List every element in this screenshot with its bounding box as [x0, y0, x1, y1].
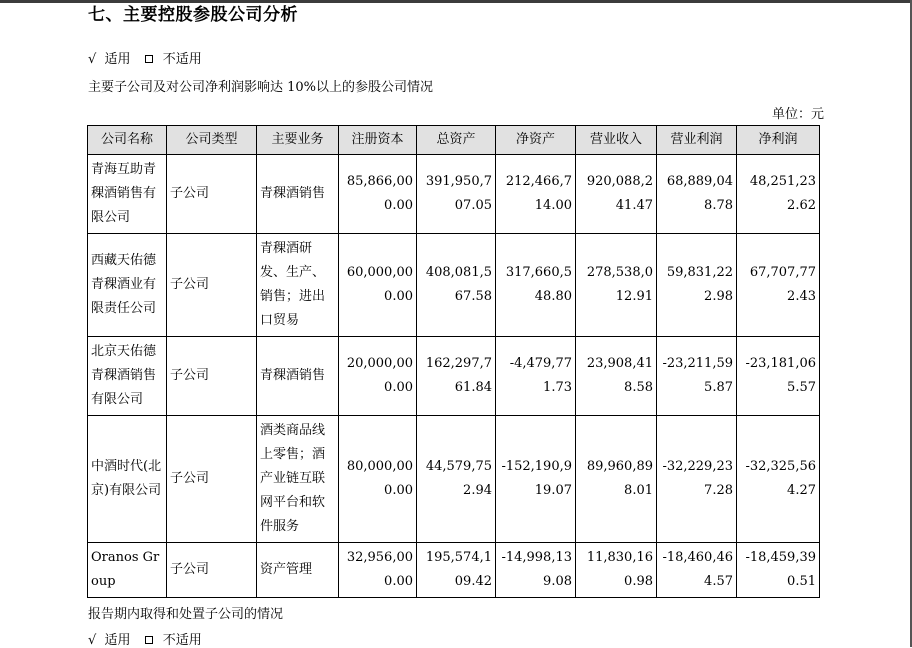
applicable-indicator-2: [88, 629, 202, 648]
check-mark-icon: √: [88, 633, 97, 648]
subsidiary-table: [87, 125, 820, 598]
cell-net-profit: -32,325,564.27: [737, 416, 820, 543]
table-row: [88, 543, 820, 598]
cell-registered-capital: 20,000,000.00: [339, 337, 417, 416]
footer-text: 报告期内取得和处置子公司的情况: [88, 607, 284, 622]
unit-label: 单位：元: [771, 107, 824, 122]
cell-operating-profit: -32,229,237.28: [657, 416, 737, 543]
cell-company-type: 子公司: [167, 416, 257, 543]
cell-registered-capital: 32,956,000.00: [339, 543, 417, 598]
cell-net-profit: -18,459,390.51: [737, 543, 820, 598]
cell-registered-capital: 80,000,000.00: [339, 416, 417, 543]
header-registered-capital: 注册资本: [339, 126, 417, 155]
cell-net-profit: 48,251,232.62: [737, 155, 820, 234]
table-row: [88, 234, 820, 337]
cell-operating-profit: -23,211,595.87: [657, 337, 737, 416]
cell-company-type: 子公司: [167, 155, 257, 234]
applicable-label: 适用: [104, 633, 131, 648]
cell-total-assets: 391,950,707.05: [417, 155, 496, 234]
cell-total-assets: 408,081,567.58: [417, 234, 496, 337]
cell-net-assets: -4,479,771.73: [496, 337, 576, 416]
cell-operating-profit: 68,889,048.78: [657, 155, 737, 234]
cell-net-assets: -152,190,919.07: [496, 416, 576, 543]
cell-net-assets: -14,998,139.08: [496, 543, 576, 598]
table-header-row: [88, 126, 820, 155]
table-subtitle: 主要子公司及对公司净利润影响达 10%以上的参股公司情况: [88, 80, 434, 95]
cell-net-profit: 67,707,772.43: [737, 234, 820, 337]
cell-operating-profit: 59,831,222.98: [657, 234, 737, 337]
cell-company-name: 北京天佑德青稞酒销售有限公司: [88, 337, 167, 416]
table-row: [88, 337, 820, 416]
cell-revenue: 89,960,898.01: [576, 416, 657, 543]
cell-revenue: 11,830,160.98: [576, 543, 657, 598]
cell-company-name: Oranos Group: [88, 543, 167, 598]
cell-company-name: 青海互助青稞酒销售有限公司: [88, 155, 167, 234]
cell-net-profit: -23,181,065.57: [737, 337, 820, 416]
not-applicable-label: 不适用: [162, 633, 202, 648]
cell-total-assets: 195,574,109.42: [417, 543, 496, 598]
empty-checkbox-icon: [145, 636, 153, 644]
header-main-business: 主要业务: [257, 126, 339, 155]
cell-operating-profit: -18,460,464.57: [657, 543, 737, 598]
cell-net-assets: 317,660,548.80: [496, 234, 576, 337]
cell-revenue: 920,088,241.47: [576, 155, 657, 234]
cell-revenue: 23,908,418.58: [576, 337, 657, 416]
applicable-label: 适用: [104, 52, 131, 67]
cell-total-assets: 162,297,761.84: [417, 337, 496, 416]
cell-company-name: 中酒时代(北京)有限公司: [88, 416, 167, 543]
cell-company-name: 西藏天佑德青稞酒业有限责任公司: [88, 234, 167, 337]
header-operating-profit: 营业利润: [657, 126, 737, 155]
cell-company-type: 子公司: [167, 543, 257, 598]
table-row: [88, 155, 820, 234]
cell-company-type: 子公司: [167, 337, 257, 416]
cell-net-assets: 212,466,714.00: [496, 155, 576, 234]
cell-registered-capital: 60,000,000.00: [339, 234, 417, 337]
cell-revenue: 278,538,012.91: [576, 234, 657, 337]
check-mark-icon: √: [88, 52, 97, 67]
empty-checkbox-icon: [145, 55, 153, 63]
cell-total-assets: 44,579,752.94: [417, 416, 496, 543]
cell-main-business: 青稞酒研发、生产、销售；进出口贸易: [257, 234, 339, 337]
header-revenue: 营业收入: [576, 126, 657, 155]
cell-main-business: 青稞酒销售: [257, 155, 339, 234]
applicable-indicator-1: [88, 48, 202, 67]
table-row: [88, 416, 820, 543]
section-heading: 七、主要控股参股公司分析: [88, 5, 298, 25]
cell-main-business: 酒类商品线上零售；酒产业链互联网平台和软件服务: [257, 416, 339, 543]
header-total-assets: 总资产: [417, 126, 496, 155]
header-company-name: 公司名称: [88, 126, 167, 155]
cell-registered-capital: 85,866,000.00: [339, 155, 417, 234]
cell-company-type: 子公司: [167, 234, 257, 337]
not-applicable-label: 不适用: [162, 52, 202, 67]
header-net-assets: 净资产: [496, 126, 576, 155]
header-net-profit: 净利润: [737, 126, 820, 155]
header-company-type: 公司类型: [167, 126, 257, 155]
cell-main-business: 资产管理: [257, 543, 339, 598]
cell-main-business: 青稞酒销售: [257, 337, 339, 416]
